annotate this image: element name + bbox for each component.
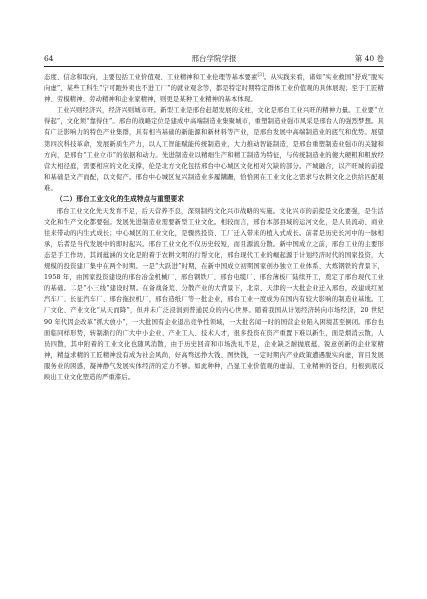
article-body bbox=[44, 72, 384, 383]
page-number: 64 bbox=[44, 54, 54, 63]
section-heading: （二）邢台工业文化的生成特点与重塑要求 bbox=[56, 195, 185, 204]
paragraph-2: 工业兴则经济兴，经济兴则城市旺。新型工业是邢台赶超发展的支柱，文化是邢台工业兴旺的精神力量。工业要“立得起”，文化须“靠得住”。邢台的战略定位是建成中高端制造业集聚城市，重塑制造业强市风采是邢台人的强烈梦想。具有广泛影响力的特色产业集群，具有相当基础的新能源和新材料等产业，是邢台发展中高端制造业的底气和优势。展望第四次科技革命，发展新质生产力，以人工智能赋能传统制造业，大力推动智能制造，是邢台重塑制造业强市的关键和方向，是邢台“工业立市”的依据和动力。先进制造业以精细生产和精工制造为特征，与传统制造业的傻大硬粗和粗放经营大相径庭，需要相应的文化支撑，伦是北方文化包括邢台中心城区文化相对欠缺的部分。产城融合，以产旺城的前提和基础是文产而配，以文促产。邢台中心城区复兴制造业多履蹒跚，恰恰困在工业文化之需求与农耕文化之供给匹配艰难。 bbox=[44, 107, 384, 192]
citation-ref: [3] bbox=[257, 71, 264, 77]
journal-title: 邢台学院学报 bbox=[191, 54, 237, 63]
header-rule bbox=[44, 66, 384, 67]
paragraph-3: 邢台工业文化先天发育不足，后天营养不良，深刻制约文化兴市战略的实施。文化兴市的前提是文化要强，是生活文化和生产文化都要强。发展先进制造业需要新型工业文化。相较而言，邢台本部县域的运河文化，是人员流动、商业往来带动的内生式成长；中心城区的工业文化，是骤然投资、工厂迁入带来的植入式成长。前者是历史长河中的一脉相承，后者是当代发展中的即时起兴。邢台工业文化不仅历史较短，而且源流分散。新中国成立之前，邢台工业的主要形态是手工作坊，其间蕴涵的文化是附着于农耕文明的行帮文化，邢台现代工业的崛起源于计划经济时代的国家投资，大规模的投资建厂集中在两个时期。一是“大跃进”时期，在新中国成立初期国家创办独立工业体系、大炼钢铁的背景下，1958 年，由国家投资建设的邢台冶金机械厂、邢台钢铁厂、邢台电缆厂、邢台薄板厂陆续开工，奠定了邢台现代工业的基础。二是“小三线”建设时期。在备战备荒、分散产业的大背景下，北京、天津的一大批企业迁入邢台，改建成红星汽车厂、长征汽车厂、邢台拖拉机厂、邢台造纸厂等一批企业，邢台工业一度成为在国内有较大影响的制造业基地。工厂文化、产业文化“从天而降”，但并未广泛浸润到普通民众的内心世界。随着我国从计划经济转向市场经济，20 世纪 90 年代因企改革“抓大放小”，一大批国有企业退出竞争性领域，一大批名闻一时的国营企业陷入困境甚至倒闭。邢台也面临同样形势，转制渐行的广大中小企业、产业工人、技术人才，很多投资在资产重置下难以新生，面是烟消云散，人员四散，其中附着的工业文化也随风消散，由于历史回音和市场洗礼不足，企业缺乏耐抛底蕴、锐意创新的企业家精神，精益求精的工匠精神没有成为社会风尚，好高骛远挣大钱、图快钱，一定时期内产业政策遭遇脱实向虚，盲目发展服务业的困惑，凝神静气发展实体经济的定力不够。如此种种，凸显工业价值观的虚弱、工业精神的苍白，归根到底反映出工业文化塑造的严重滞后。 bbox=[44, 207, 384, 382]
page-header bbox=[44, 53, 384, 65]
volume-label: 第 40 卷 bbox=[354, 54, 384, 63]
paragraph-1: 态度、信念和取向，主要包括工业价值观、工业精神和工业伦理等基本要素[3]。从实践来看，诸如“实业救国”抒成“脱实向虚”、某些工科生“宁可跑外卖也不进工厂”的就业观念等，都是特定时期特定群体工业价值观的具体展现；至于工匠精神、劳模精神、劳动精神和企业家精神，则更是某种工业精神的基本体现。 bbox=[44, 71, 384, 104]
